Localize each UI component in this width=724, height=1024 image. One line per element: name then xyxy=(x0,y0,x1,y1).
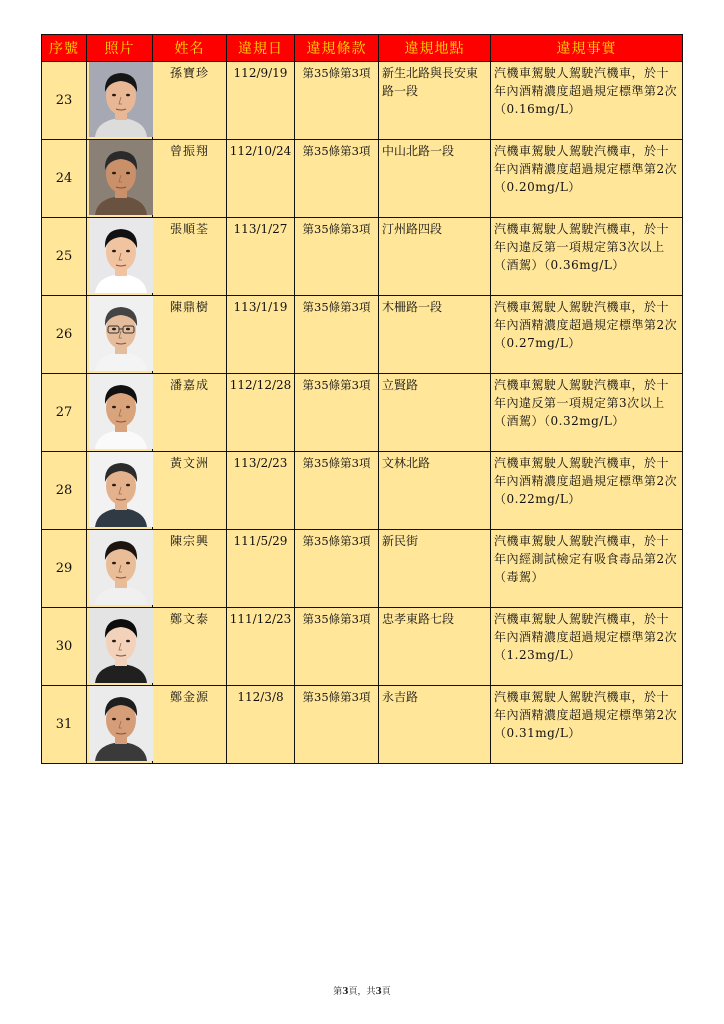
row-name: 張順荃 xyxy=(153,218,227,296)
row-photo-cell xyxy=(87,62,153,140)
header-seq: 序號 xyxy=(42,35,87,62)
header-name: 姓名 xyxy=(153,35,227,62)
current-page-number: 3 xyxy=(342,987,349,997)
row-law: 第35條第3項 xyxy=(295,608,379,686)
row-photo-cell xyxy=(87,608,153,686)
table-row xyxy=(42,62,683,140)
mugshot-photo xyxy=(89,374,153,449)
row-law: 第35條第3項 xyxy=(295,374,379,452)
row-seq: 23 xyxy=(42,62,87,140)
mugshot-photo xyxy=(89,686,153,761)
row-fact: 汽機車駕駛人駕駛汽機車，於十年內酒精濃度超過規定標準第2次（0.16mg/L） xyxy=(491,62,683,140)
row-date: 113/2/23 xyxy=(227,452,295,530)
row-photo-cell xyxy=(87,218,153,296)
header-photo: 照片 xyxy=(87,35,153,62)
row-law: 第35條第3項 xyxy=(295,686,379,764)
row-location: 忠孝東路七段 xyxy=(379,608,491,686)
table-row xyxy=(42,140,683,218)
mugshot-photo xyxy=(89,452,153,527)
row-name: 陳鼎樹 xyxy=(153,296,227,374)
row-fact: 汽機車駕駛人駕駛汽機車，於十年內違反第一項規定第3次以上（酒駕）（0.32mg/L） xyxy=(491,374,683,452)
row-location: 中山北路一段 xyxy=(379,140,491,218)
mugshot-photo xyxy=(89,530,153,605)
row-name: 曾振翔 xyxy=(153,140,227,218)
row-date: 113/1/27 xyxy=(227,218,295,296)
row-seq: 24 xyxy=(42,140,87,218)
row-fact: 汽機車駕駛人駕駛汽機車，於十年內酒精濃度超過規定標準第2次（0.31mg/L） xyxy=(491,686,683,764)
mugshot-photo xyxy=(89,608,153,683)
row-fact: 汽機車駕駛人駕駛汽機車，於十年內經測試檢定有吸食毒品第2次（毒駕） xyxy=(491,530,683,608)
row-name: 鄭金源 xyxy=(153,686,227,764)
row-fact: 汽機車駕駛人駕駛汽機車，於十年內違反第一項規定第3次以上（酒駕）（0.36mg/L） xyxy=(491,218,683,296)
row-law: 第35條第3項 xyxy=(295,452,379,530)
header-fact: 違規事實 xyxy=(491,35,683,62)
row-fact: 汽機車駕駛人駕駛汽機車，於十年內酒精濃度超過規定標準第2次（0.22mg/L） xyxy=(491,452,683,530)
row-name: 陳宗興 xyxy=(153,530,227,608)
row-seq: 25 xyxy=(42,218,87,296)
row-date: 112/9/19 xyxy=(227,62,295,140)
row-photo-cell xyxy=(87,374,153,452)
mugshot-photo xyxy=(89,218,153,293)
row-date: 113/1/19 xyxy=(227,296,295,374)
row-photo-cell xyxy=(87,686,153,764)
row-seq: 30 xyxy=(42,608,87,686)
page-footer: 第3頁，共3頁 xyxy=(333,987,391,997)
header-location: 違規地點 xyxy=(379,35,491,62)
row-photo-cell xyxy=(87,452,153,530)
mugshot-photo xyxy=(89,140,153,215)
row-location: 立賢路 xyxy=(379,374,491,452)
row-name: 黃文洲 xyxy=(153,452,227,530)
row-fact: 汽機車駕駛人駕駛汽機車，於十年內酒精濃度超過規定標準第2次（0.27mg/L） xyxy=(491,296,683,374)
total-pages-number: 3 xyxy=(375,987,382,997)
mugshot-photo xyxy=(89,62,153,137)
table-row xyxy=(42,218,683,296)
row-location: 汀州路四段 xyxy=(379,218,491,296)
row-fact: 汽機車駕駛人駕駛汽機車，於十年內酒精濃度超過規定標準第2次（0.20mg/L） xyxy=(491,140,683,218)
header-date: 違規日 xyxy=(227,35,295,62)
row-date: 112/10/24 xyxy=(227,140,295,218)
row-law: 第35條第3項 xyxy=(295,140,379,218)
row-location: 新民街 xyxy=(379,530,491,608)
row-seq: 29 xyxy=(42,530,87,608)
row-fact: 汽機車駕駛人駕駛汽機車，於十年內酒精濃度超過規定標準第2次（1.23mg/L） xyxy=(491,608,683,686)
row-seq: 27 xyxy=(42,374,87,452)
table-row xyxy=(42,686,683,764)
row-location: 新生北路與長安東路一段 xyxy=(379,62,491,140)
row-date: 111/5/29 xyxy=(227,530,295,608)
row-photo-cell xyxy=(87,530,153,608)
row-law: 第35條第3項 xyxy=(295,218,379,296)
row-name: 鄭文泰 xyxy=(153,608,227,686)
row-location: 永吉路 xyxy=(379,686,491,764)
table-row xyxy=(42,452,683,530)
row-seq: 31 xyxy=(42,686,87,764)
mugshot-photo xyxy=(89,296,153,371)
row-date: 111/12/23 xyxy=(227,608,295,686)
row-law: 第35條第3項 xyxy=(295,296,379,374)
row-date: 112/3/8 xyxy=(227,686,295,764)
row-photo-cell xyxy=(87,140,153,218)
violations-table xyxy=(41,34,683,764)
row-location: 木柵路一段 xyxy=(379,296,491,374)
row-name: 孫寶珍 xyxy=(153,62,227,140)
row-location: 文林北路 xyxy=(379,452,491,530)
header-law: 違規條款 xyxy=(295,35,379,62)
table-row xyxy=(42,296,683,374)
row-photo-cell xyxy=(87,296,153,374)
table-row xyxy=(42,608,683,686)
row-law: 第35條第3項 xyxy=(295,530,379,608)
row-name: 潘嘉成 xyxy=(153,374,227,452)
row-law: 第35條第3項 xyxy=(295,62,379,140)
header-row xyxy=(42,35,683,62)
row-seq: 28 xyxy=(42,452,87,530)
table-row xyxy=(42,530,683,608)
row-date: 112/12/28 xyxy=(227,374,295,452)
row-seq: 26 xyxy=(42,296,87,374)
table-row xyxy=(42,374,683,452)
